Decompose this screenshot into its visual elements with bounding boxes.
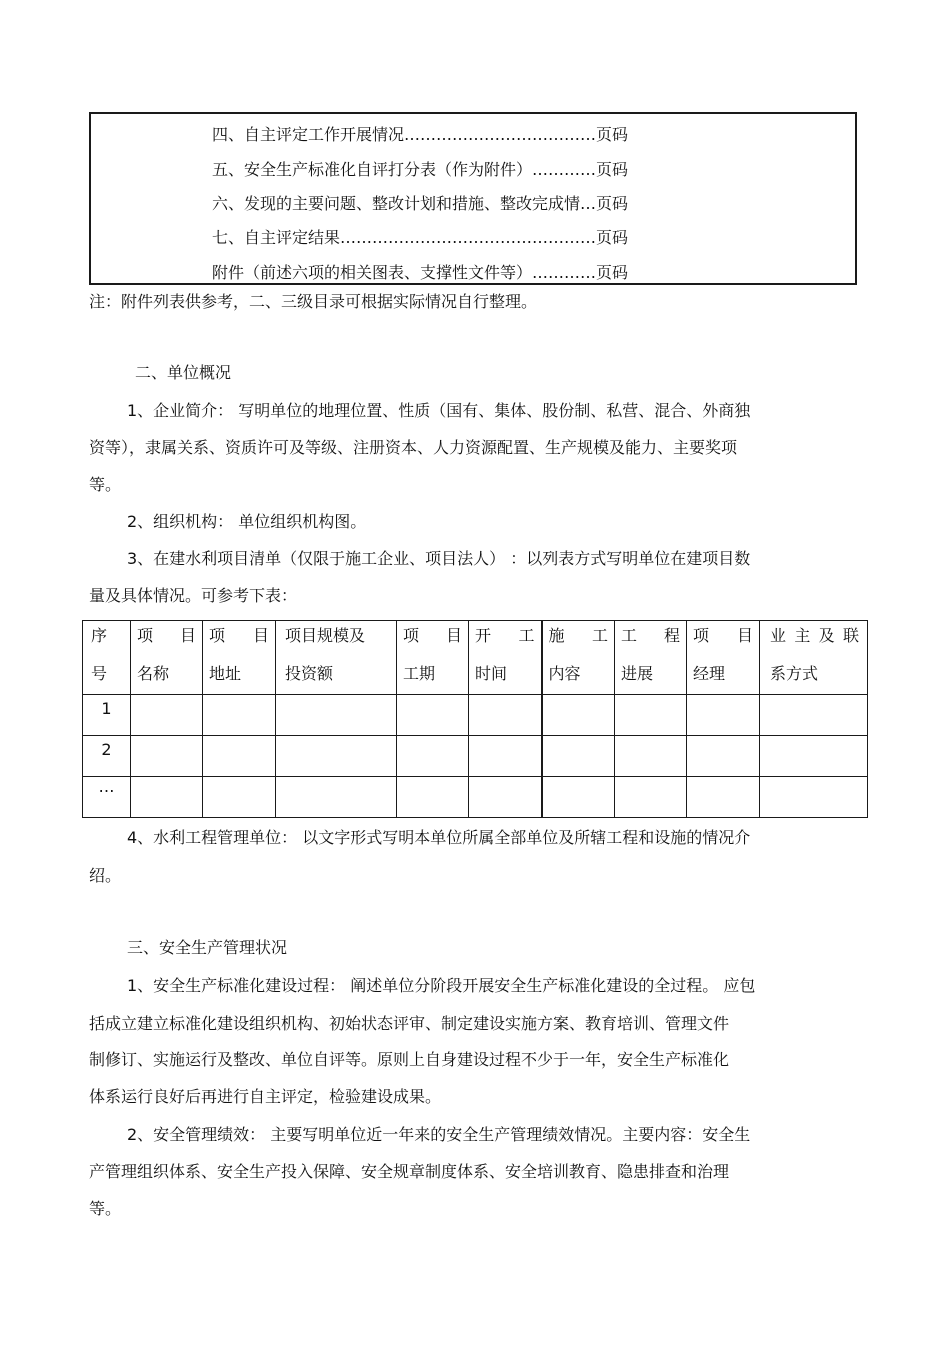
paragraph-line: 制修订、实施运行及整改、单位自评等。原则上自身建设过程不少于一年，安全生产标准化 <box>89 1050 730 1069</box>
table-header-cell: 项目规模及 投资额 <box>276 621 397 695</box>
table-cell <box>276 777 397 818</box>
table-cell <box>760 695 868 736</box>
paragraph-line: 体系运行良好后再进行自主评定，检验建设成果。 <box>89 1087 442 1106</box>
table-cell <box>542 695 615 736</box>
table-cell <box>131 777 203 818</box>
table-cell <box>760 736 868 777</box>
table-cell <box>203 736 276 777</box>
paragraph-line: 2、安全管理绩效： 主要写明单位近一年来的安全生产管理绩效情况。主要内容：安全生 <box>127 1125 751 1144</box>
table-cell <box>203 777 276 818</box>
table-header-cell: 施 工 内容 <box>542 621 615 695</box>
table-cell <box>542 777 615 818</box>
table-cell <box>469 736 542 777</box>
table-row <box>83 736 868 777</box>
table-cell <box>276 736 397 777</box>
table-header-cell: 序 号 <box>83 621 131 695</box>
section-heading: 三、安全生产管理状况 <box>127 938 288 957</box>
table-header-cell: 业主及联 系方式 <box>760 621 868 695</box>
table-header-cell: 工 程 进展 <box>615 621 687 695</box>
paragraph-line: 产管理组织体系、安全生产投入保障、安全规章制度体系、安全培训教育、隐患排查和治理 <box>89 1162 730 1181</box>
table-cell <box>131 736 203 777</box>
toc-item: 五、安全生产标准化自评打分表（作为附件）…………页码 <box>212 160 629 179</box>
table-cell <box>615 695 687 736</box>
row-number: 1 <box>83 695 131 736</box>
table-cell <box>687 777 760 818</box>
toc-item: 七、自主评定结果…………………………………………页码 <box>212 228 629 247</box>
table-cell <box>469 777 542 818</box>
table-cell <box>469 695 542 736</box>
table-cell <box>397 736 469 777</box>
paragraph-line: 4、水利工程管理单位： 以文字形式写明本单位所属全部单位及所辖工程和设施的情况介 <box>127 828 751 847</box>
table-cell <box>131 695 203 736</box>
table-cell <box>397 777 469 818</box>
paragraph-line: 1、企业简介： 写明单位的地理位置、性质（国有、集体、股份制、私营、混合、外商独 <box>127 401 751 420</box>
paragraph-line: 等。 <box>89 1199 122 1218</box>
table-cell <box>276 695 397 736</box>
table-header-cell: 项 目 经理 <box>687 621 760 695</box>
toc-item: 六、发现的主要问题、整改计划和措施、整改完成情…页码 <box>212 194 629 213</box>
table-header-cell: 项 目 名称 <box>131 621 203 695</box>
table-header-cell: 项 目 地址 <box>203 621 276 695</box>
paragraph-line: 2、组织机构： 单位组织机构图。 <box>127 512 367 531</box>
table-row <box>83 695 868 736</box>
table-cell <box>397 695 469 736</box>
toc-item: 附件（前述六项的相关图表、支撑性文件等）…………页码 <box>212 263 629 282</box>
table-cell <box>203 695 276 736</box>
paragraph-line: 括成立建立标准化建设组织机构、初始状态评审、制定建设实施方案、教育培训、管理文件 <box>89 1014 730 1033</box>
paragraph-line: 绍。 <box>89 866 122 885</box>
toc-note: 注：附件列表供参考，二、三级目录可根据实际情况自行整理。 <box>89 292 538 311</box>
paragraph-line: 量及具体情况。可参考下表： <box>89 586 298 605</box>
paragraph-line: 等。 <box>89 475 122 494</box>
table-cell <box>615 736 687 777</box>
table-cell <box>687 736 760 777</box>
section-heading: 二、单位概况 <box>135 363 232 382</box>
table-row <box>83 777 868 818</box>
paragraph-line: 资等），隶属关系、资质许可及等级、注册资本、人力资源配置、生产规模及能力、主要奖项 <box>89 438 738 457</box>
toc-box <box>89 112 857 285</box>
table-header-cell: 开 工 时间 <box>469 621 542 695</box>
project-table <box>82 620 868 818</box>
table-cell <box>760 777 868 818</box>
table-cell <box>687 695 760 736</box>
paragraph-line: 1、安全生产标准化建设过程： 阐述单位分阶段开展安全生产标准化建设的全过程。 应包 <box>127 976 756 995</box>
row-number: … <box>83 777 131 818</box>
table-cell <box>542 736 615 777</box>
table-header-row <box>83 621 868 695</box>
table-cell <box>615 777 687 818</box>
toc-item: 四、自主评定工作开展情况………………………………页码 <box>212 125 629 144</box>
row-number: 2 <box>83 736 131 777</box>
table-header-cell: 项 目 工期 <box>397 621 469 695</box>
paragraph-line: 3、在建水利项目清单（仅限于施工企业、项目法人） ：以列表方式写明单位在建项目数 <box>127 549 751 568</box>
